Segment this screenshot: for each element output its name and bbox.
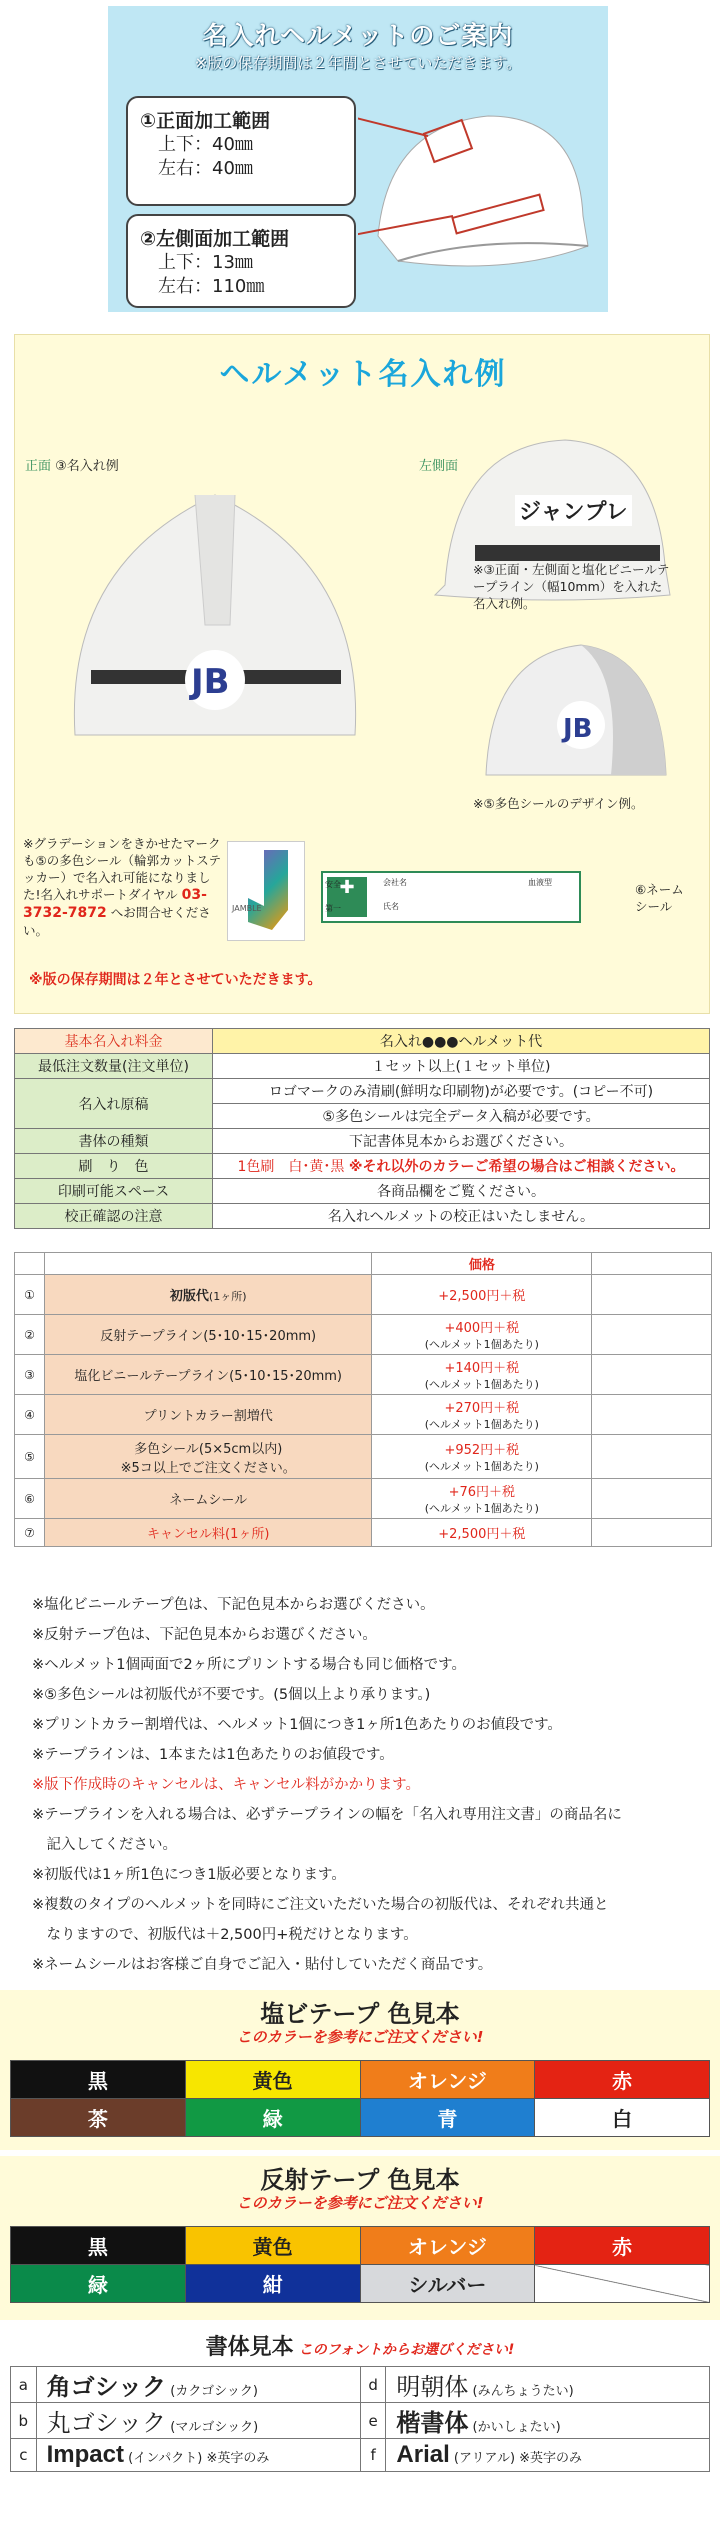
jamble-mark: [248, 850, 288, 930]
side-range-box: [126, 214, 356, 308]
swatch-red: 赤: [535, 2227, 710, 2265]
basic-info-table: [14, 1028, 710, 1229]
seal-anzen: 安全: [325, 880, 341, 889]
front-caption: [25, 455, 119, 474]
table-row: ② 反射テープライン(5･10･15･20mm) +400円＋税 (ヘルメット1個あたり): [15, 1315, 712, 1355]
guide-panel: [108, 6, 608, 312]
gradient-note: [23, 835, 223, 939]
side-range-heading: ②左側面加工範囲: [140, 228, 290, 250]
seal-company: 会社名: [383, 878, 407, 887]
note-line: ※ヘルメット1個両面で2ヶ所にプリントする場合も同じ価格です。: [32, 1657, 466, 1673]
vinyl-color-grid: [10, 2060, 710, 2137]
reflect-title: 反射テープ 色見本: [260, 2166, 460, 2194]
table-row: ⑦ キャンセル料(1ヶ所) +2,500円＋税: [15, 1519, 712, 1547]
table-row: 基本名入れ料金 名入れ●●●ヘルメット代: [15, 1029, 710, 1054]
note-line: ※プリントカラー割増代は、ヘルメット1個につき1ヶ所1色あたりのお値段です。: [32, 1717, 562, 1733]
front-range-horizontal: 左右：40㎜: [158, 158, 253, 179]
table-row: ⑤多色シールは完全データ入稿が必要です。: [15, 1104, 710, 1129]
note-line: ※版下作成時のキャンセルは、キャンセル料がかかります。: [32, 1777, 420, 1793]
print-color-cell: 1色刷 白･黄･黒 ※それ以外のカラーご希望の場合はご相談ください。: [213, 1154, 710, 1179]
reflect-subtitle: このカラーを参考にご注文ください!: [236, 2194, 484, 2212]
swatch-empty: [535, 2265, 710, 2303]
table-row: ⑥ ネームシール +76円＋税 (ヘルメット1個あたり): [15, 1479, 712, 1519]
gradient-note-after: へお問合せください。: [23, 905, 211, 938]
front-range-vertical: 上下：40㎜: [158, 134, 253, 155]
side-name-text: ジャンプレ: [515, 495, 632, 526]
front-range-box: [126, 96, 356, 206]
fonts-subtitle: このフォントからお選びください!: [298, 2342, 515, 2358]
note-line: ※複数のタイプのヘルメットを同時にご注文いただいた場合の初版代は、それぞれ共通と: [32, 1897, 609, 1913]
swatch-green: 緑: [185, 2099, 360, 2137]
table-row: ① 初版代(1ヶ所) +2,500円＋税: [15, 1275, 712, 1315]
table-row: 名入れ原稿 ロゴマークのみ清刷(鮮明な印刷物)が必要です。(コピー不可): [15, 1079, 710, 1104]
reflect-color-grid: [10, 2226, 710, 2303]
example-title: ヘルメット名入れ例: [219, 357, 507, 392]
fonts-title: 書体見本: [205, 2335, 294, 2360]
seal-name: 氏名: [383, 902, 399, 911]
swatch-red: 赤: [535, 2061, 710, 2099]
keep-note: ※版の保存期間は２年とさせていただきます。: [29, 972, 322, 988]
price-header-row: 価格: [15, 1253, 712, 1275]
note-line: ※テープラインを入れる場合は、必ずテープラインの幅を「名入れ専用注文書」の商品名に: [32, 1807, 622, 1823]
name-seal-label: ⑥ネームシール: [635, 882, 684, 914]
table-row: ③ 塩化ビニールテープライン(5･10･15･20mm) +140円＋税 (ヘルメット1個あたり): [15, 1355, 712, 1395]
table-row: 刷 り 色 1色刷 白･黄･黒 ※それ以外のカラーご希望の場合はご相談ください。: [15, 1154, 710, 1179]
vinyl-subtitle: このカラーを参考にご注文ください!: [236, 2028, 484, 2046]
table-row: 書体の種類 下記書体見本からお選びください。: [15, 1129, 710, 1154]
example-panel: [14, 334, 710, 1014]
swatch-yellow: 黄色: [185, 2061, 360, 2099]
side-range-horizontal: 左右：110㎜: [158, 276, 265, 297]
note-line: ※初版代は1ヶ所1色につき1版必要となります。: [32, 1867, 346, 1883]
table-row: a 角ゴシック (カクゴシック) d 明朝体 (みんちょうたい): [11, 2367, 710, 2403]
name-seal-sample: [321, 871, 581, 923]
vinyl-title: 塩ビテープ 色見本: [260, 2000, 460, 2028]
jamble-text: JAMBLE: [232, 904, 262, 913]
price-table: [14, 1252, 712, 1547]
svg-text:JB: JB: [563, 714, 593, 744]
seal-blood: 血液型: [528, 878, 552, 887]
front-helmet-image: [55, 475, 385, 755]
table-row: b 丸ゴシック (マルゴシック) e 楷書体 (かいしょたい): [11, 2403, 710, 2439]
note-line: ※塩化ビニールテープ色は、下記色見本からお選びください。: [32, 1597, 435, 1613]
swatch-orange: オレンジ: [360, 2227, 535, 2265]
jb-logo: JB: [191, 662, 230, 702]
font-samples-table: [10, 2366, 710, 2472]
swatch-blue: 青: [360, 2099, 535, 2137]
front-range-heading: ①正面加工範囲: [140, 110, 271, 132]
seal-daiichi: 第一: [325, 904, 341, 913]
note-line: 記入してください。: [32, 1837, 177, 1853]
note-5: ※⑤多色シールのデザイン例。: [473, 796, 644, 811]
note-line: ※ネームシールはお客様ご自身でご記入・貼付していただく商品です。: [32, 1957, 493, 1973]
swatch-black: 黒: [11, 2227, 186, 2265]
gradient-note-text: ※グラデーションをきかせたマークも⑤の多色シール（輪郭カットステッカー）で名入れ可能になりました!名入れサポートダイヤル: [23, 836, 221, 902]
note-line: なりますので、初版代は＋2,500円+税だけとなります。: [32, 1927, 418, 1943]
table-row: 印刷可能スペース 各商品欄をご覧ください。: [15, 1179, 710, 1204]
multicolor-helmet-image: [471, 635, 671, 785]
swatch-silver: シルバー: [360, 2265, 535, 2303]
support-tel[interactable]: 03-3732-7872: [23, 887, 207, 921]
side-label: 左側面: [419, 459, 459, 474]
note-3: ※③正面・左側面と塩化ビニールテープライン（幅10mm）を入れた名入れ例。: [473, 562, 670, 611]
table-row: c Impact (インパクト) ※英字のみ f Arial (アリアル) ※英字のみ: [11, 2439, 710, 2472]
seal-cross-icon: ✚: [339, 877, 355, 898]
swatch-black: 黒: [11, 2061, 186, 2099]
fonts-heading: [0, 2330, 720, 2361]
table-row: ④ プリントカラー割増代 +270円＋税 (ヘルメット1個あたり): [15, 1395, 712, 1435]
swatch-yellow: 黄色: [185, 2227, 360, 2265]
swatch-green: 緑: [11, 2265, 186, 2303]
note-line: ※テープラインは、1本または1色あたりのお値段です。: [32, 1747, 394, 1763]
swatch-navy: 紺: [185, 2265, 360, 2303]
front-example-label: ③名入れ例: [55, 459, 119, 474]
guide-subtitle: ※版の保存期間は２年間とさせていただきます。: [194, 54, 522, 72]
swatch-brown: 茶: [11, 2099, 186, 2137]
jamble-logo: [227, 841, 305, 941]
front-label: 正面: [25, 459, 52, 474]
note-line: ※⑤多色シールは初版代が不要です。(5個以上より承ります。): [32, 1687, 431, 1703]
side-range-vertical: 上下：13㎜: [158, 252, 253, 273]
swatch-orange: オレンジ: [360, 2061, 535, 2099]
guide-title: 名入れヘルメットのご案内: [202, 21, 514, 50]
note-line: ※反射テープ色は、下記色見本からお選びください。: [32, 1627, 377, 1643]
table-row: ⑤ 多色シール(5×5cm以内) ※5コ以上でご注文ください。 +952円＋税 (ヘルメット1個あたり): [15, 1435, 712, 1479]
table-row: 校正確認の注意 名入れヘルメットの校正はいたしません。: [15, 1204, 710, 1229]
table-row: 最低注文数量(注文単位) １セット以上(１セット単位): [15, 1054, 710, 1079]
notes-list: [32, 1590, 692, 1980]
helmet-illustration: [358, 86, 598, 286]
swatch-white: 白: [535, 2099, 710, 2137]
